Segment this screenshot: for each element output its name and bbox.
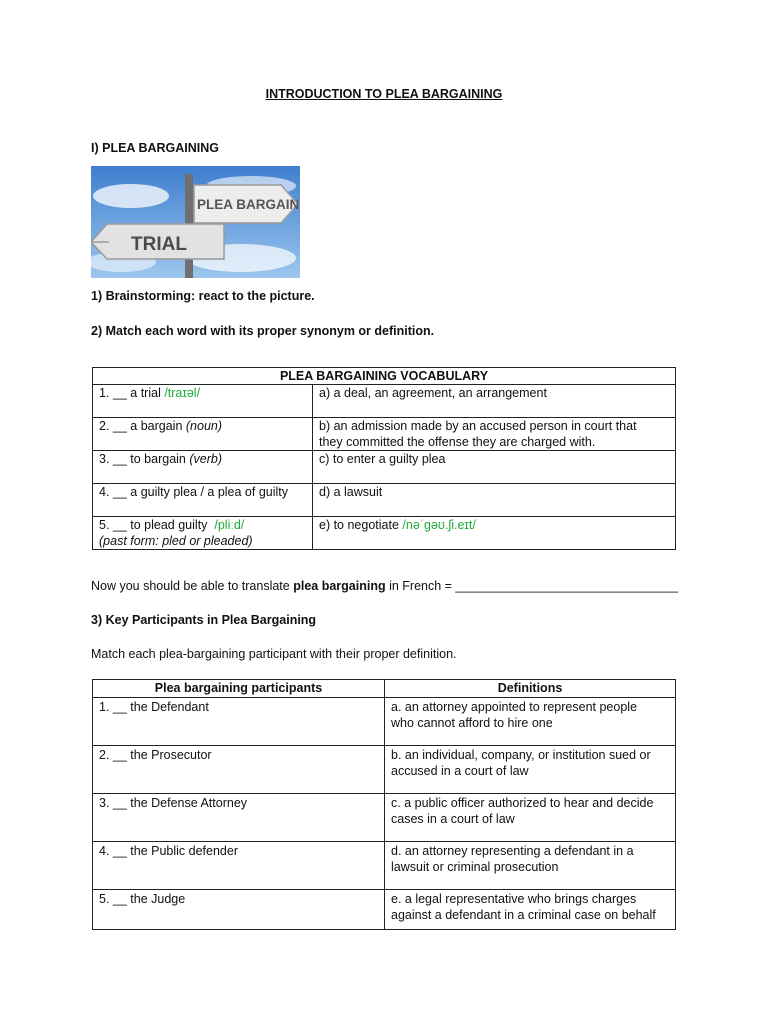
participant-definition: a. an attorney appointed to represent people [391, 700, 638, 714]
section-heading-key-participants: 3) Key Participants in Plea Bargaining [91, 613, 317, 627]
participants-instruction: Match each plea-bargaining participant with their proper definition. [91, 647, 457, 661]
vocab-word: 5. __ to plead guilty [99, 518, 208, 532]
vocab-definition: e) to negotiate [319, 518, 399, 532]
vocab-word: 4. __ a guilty plea / a plea of guilty [99, 485, 289, 499]
question-brainstorming: 1) Brainstorming: react to the picture. [91, 289, 315, 303]
participant-definition-cont: cases in a court of law [391, 812, 515, 826]
table-row [93, 794, 676, 842]
vocab-definition-cont: they committed the offense they are charged with. [319, 435, 596, 449]
vocab-word: 3. __ to bargain [99, 452, 186, 466]
page-title: INTRODUCTION TO PLEA BARGAINING [265, 87, 503, 101]
participant-name: 5. __ the Judge [99, 892, 186, 906]
participant-definition: d. an attorney representing a defendant in a [391, 844, 634, 858]
vocabulary-table [92, 367, 676, 550]
vocab-definition: b) an admission made by an accused person in court that [319, 419, 637, 433]
vocab-note: (past form: pled or pleaded) [99, 534, 253, 548]
translate-term: plea bargaining [293, 579, 386, 593]
section-heading-plea-bargaining: I) PLEA BARGAINING [91, 141, 220, 155]
table-row [93, 418, 676, 451]
table-row [93, 842, 676, 890]
participant-definition-cont: who cannot afford to hire one [391, 716, 553, 730]
sign-plea-bargain-text: PLEA BARGAIN [197, 197, 300, 212]
vocab-definition-pronunciation: /nəˈɡəʊ.ʃi.eɪt/ [402, 518, 476, 532]
signpost-picture [91, 166, 300, 278]
vocab-definition: a) a deal, an agreement, an arrangement [319, 386, 547, 400]
table-row [93, 517, 676, 550]
table-row [93, 890, 676, 930]
vocab-pronunciation: /traɪəl/ [164, 386, 201, 400]
participant-name: 1. __ the Defendant [99, 700, 209, 714]
table-row [93, 385, 676, 418]
translate-blank: in French = ________________________________ [385, 579, 678, 593]
table-row [93, 746, 676, 794]
participants-table [92, 679, 676, 930]
question-match-words: 2) Match each word with its proper synonym or definition. [91, 324, 435, 338]
participant-definition-cont: accused in a court of law [391, 764, 529, 778]
participant-definition-cont: lawsuit or criminal prosecution [391, 860, 559, 874]
translate-prompt [91, 579, 678, 593]
vocab-word: 1. __ a trial [99, 386, 161, 400]
vocabulary-table-header: PLEA BARGAINING VOCABULARY [93, 368, 676, 385]
vocab-pronunciation: /pliːd/ [214, 518, 245, 532]
participant-definition: e. a legal representative who brings charges [391, 892, 637, 906]
definitions-col-header: Definitions [385, 680, 676, 698]
vocab-note: (verb) [189, 452, 223, 466]
vocab-definition: d) a lawsuit [319, 485, 383, 499]
translate-prefix: Now you should be able to translate [91, 579, 294, 593]
vocab-definition: c) to enter a guilty plea [319, 452, 446, 466]
participant-name: 2. __ the Prosecutor [99, 748, 212, 762]
table-row [93, 451, 676, 484]
participants-col-header: Plea bargaining participants [93, 680, 385, 698]
table-row [93, 698, 676, 746]
vocab-word: 2. __ a bargain [99, 419, 183, 433]
participant-definition: b. an individual, company, or institution sued or [391, 748, 651, 762]
table-row [93, 484, 676, 517]
signpost-image [91, 166, 300, 278]
sign-trial-text: TRIAL [131, 234, 187, 255]
participant-name: 3. __ the Defense Attorney [99, 796, 248, 810]
participant-name: 4. __ the Public defender [99, 844, 238, 858]
participant-definition-cont: against a defendant in a criminal case on behalf [391, 908, 656, 922]
participant-definition: c. a public officer authorized to hear and decide [391, 796, 654, 810]
vocab-note: (noun) [185, 419, 223, 433]
